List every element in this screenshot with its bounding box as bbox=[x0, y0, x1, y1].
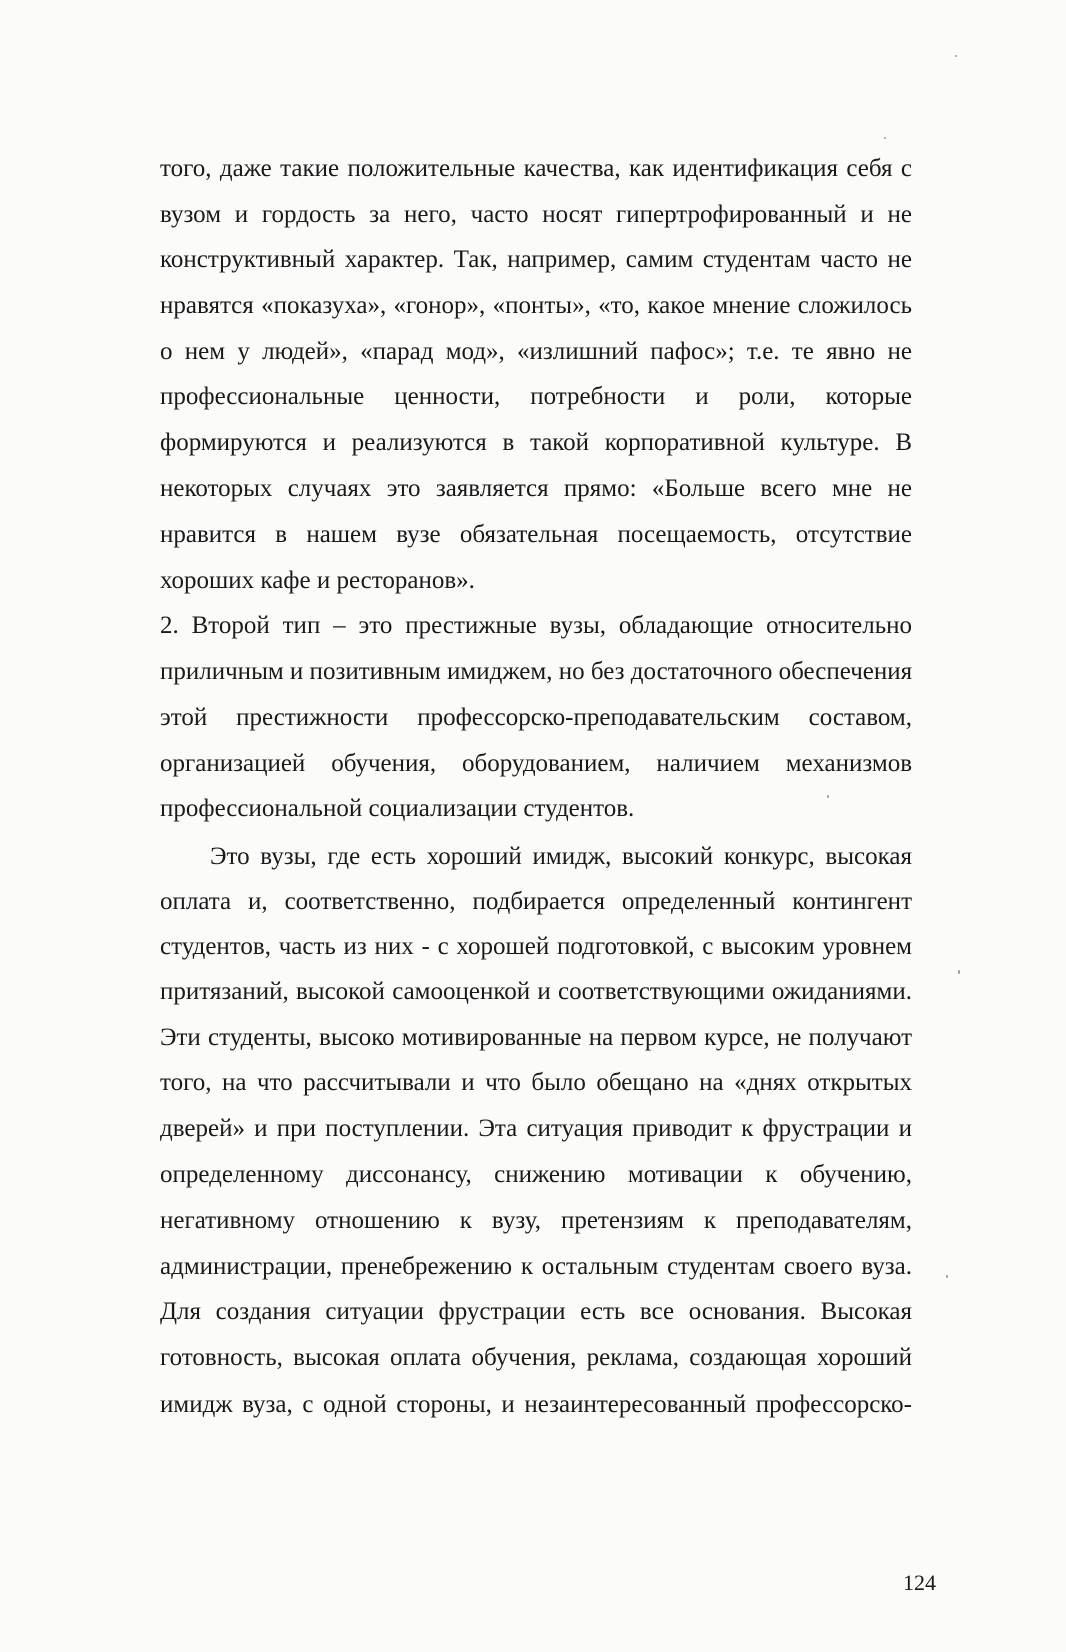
text-line: о нем у людей», «парад мод», «излишний пафос»; т.е. те явно не bbox=[160, 338, 912, 365]
text-line: Для создания ситуации фрустрации есть все основания. Высокая bbox=[160, 1298, 912, 1325]
text-line: вузом и гордость за него, часто носят гипертрофированный и не bbox=[160, 201, 912, 228]
text-line: нравятся «показуха», «гонор», «понты», «то, какое мнение сложилось bbox=[160, 292, 912, 319]
text-line: формируются и реализуются в такой корпоративной культуре. В bbox=[160, 429, 912, 456]
text-line: этой престижности профессорско-преподавательским составом, bbox=[160, 704, 912, 731]
page-number: 124 bbox=[903, 1570, 936, 1595]
text-line: некоторых случаях это заявляется прямо: «Больше всего мне не bbox=[160, 475, 912, 502]
text-line: определенному диссонансу, снижению мотивации к обучению, bbox=[160, 1161, 912, 1188]
text-line: негативному отношению к вузу, претензиям к преподавателям, bbox=[160, 1207, 912, 1234]
text-line: хороших кафе и ресторанов». bbox=[160, 567, 475, 594]
text-line: того, на что рассчитывали и что было обещано на «днях открытых bbox=[160, 1069, 912, 1096]
scan-speck bbox=[955, 55, 957, 57]
text-line: того, даже такие положительные качества, как идентификация себя с bbox=[160, 155, 912, 182]
text-line: профессиональные ценности, потребности и роли, которые bbox=[160, 383, 912, 410]
text-line: конструктивный характер. Так, например, самим студентам часто не bbox=[160, 246, 912, 273]
scan-speck bbox=[827, 795, 829, 798]
text-line: готовность, высокая оплата обучения, реклама, создающая хороший bbox=[160, 1344, 912, 1371]
text-line: студентов, часть из них - с хорошей подготовкой, с высоким уровнем bbox=[160, 933, 912, 960]
scan-speck bbox=[946, 1275, 948, 1278]
text-line: 2. Второй тип – это престижные вузы, обладающие относительно bbox=[160, 612, 912, 639]
text-line: оплата и, соответственно, подбирается определенный контингент bbox=[160, 888, 912, 915]
text-line: организацией обучения, оборудованием, наличием механизмов bbox=[160, 750, 912, 777]
text-line: имидж вуза, с одной стороны, и незаинтересованный профессорско- bbox=[160, 1391, 912, 1418]
text-line: Это вузы, где есть хороший имидж, высокий конкурс, высокая bbox=[210, 843, 912, 870]
scan-speck bbox=[958, 970, 960, 974]
text-line: дверей» и при поступлении. Эта ситуация приводит к фрустрации и bbox=[160, 1115, 912, 1142]
scan-speck bbox=[884, 137, 886, 139]
text-line: профессиональной социализации студентов. bbox=[160, 795, 635, 822]
text-line: притязаний, высокой самооценкой и соответствующими ожиданиями. bbox=[160, 978, 912, 1005]
text-line: администрации, пренебрежению к остальным студентам своего вуза. bbox=[160, 1253, 912, 1280]
text-line: нравится в нашем вузе обязательная посещаемость, отсутствие bbox=[160, 521, 912, 548]
text-line: Эти студенты, высоко мотивированные на первом курсе, не получают bbox=[160, 1024, 912, 1051]
text-line: приличным и позитивным имиджем, но без достаточного обеспечения bbox=[160, 658, 913, 685]
